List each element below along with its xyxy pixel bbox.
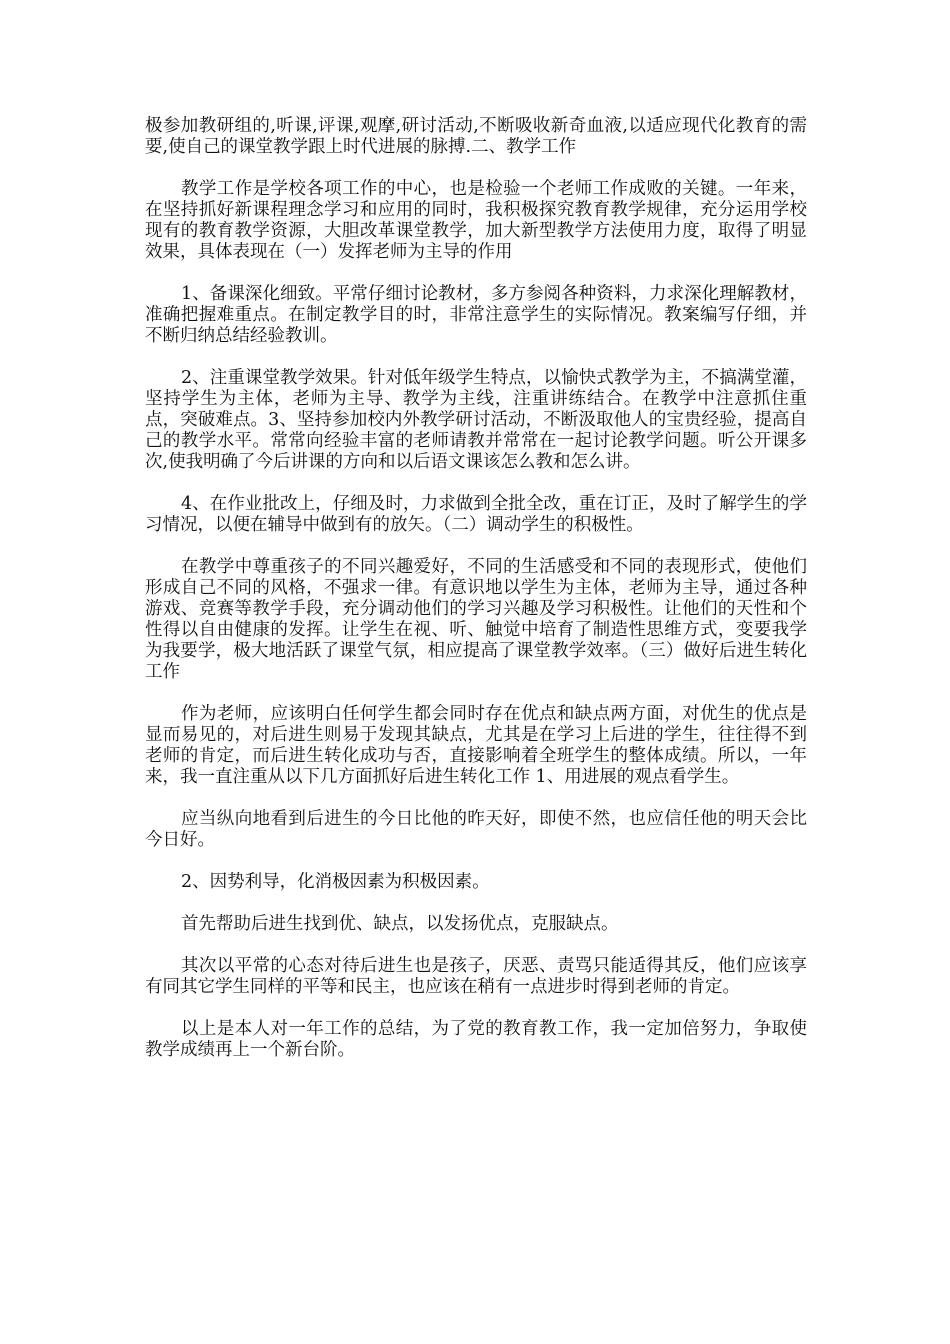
paragraph-9: 2、因势利导，化消极因素为积极因素。	[181, 872, 490, 892]
paragraph-7: 作为老师，应该明白任何学生都会同时存在优点和缺点两方面，对优生的优点是显而易见的，对后进生则易于发现其缺点，尤其是在学习上后进的学生，往往得不到老师的肯定，而后进生转化成功与否，直接影响着全班学生的整体成绩。所以，一年来，我一直注重从以下几方面抓好后进生转化工作 1、用进展的观点看学生。	[145, 704, 807, 787]
paragraph-10: 首先帮助后进生找到优、缺点，以发扬优点，克服缺点。	[181, 914, 619, 934]
paragraph-4: 2、注重课堂教学效果。针对低年级学生特点，以愉快式教学为主，不搞满堂灌，坚持学生为主体，老师为主导、教学为主线，注重讲练结合。在教学中注意抓住重点，突破难点。3、坚持参加校内外教学研讨活动，不断汲取他人的宝贵经验，提高自己的教学水平。常常向经验丰富的老师请教并常常在一起讨论教学问题。听公开课多次,使我明确了今后讲课的方向和以后语文课该怎么教和怎么讲。	[145, 368, 807, 472]
paragraph-8: 应当纵向地看到后进生的今日比他的昨天好，即使不然，也应信任他的明天会比今日好。	[145, 809, 807, 850]
paragraph-11: 其次以平常的心态对待后进生也是孩子，厌恶、责骂只能适得其反，他们应该享有同其它学生同样的平等和民主，也应该在稍有一点进步时得到老师的肯定。	[145, 956, 807, 997]
document-body	[145, 116, 807, 1082]
paragraph-6: 在教学中尊重孩子的不同兴趣爱好，不同的生活感受和不同的表现形式，使他们形成自己不同的风格，不强求一律。有意识地以学生为主体，老师为主导，通过各种游戏、竞赛等教学手段，充分调动他们的学习兴趣及学习积极性。让他们的天性和个性得以自由健康的发挥。让学生在视、听、触觉中培育了制造性思维方式，变要我学为我要学，极大地活跃了课堂气氛，相应提高了课堂教学效率。（三）做好后进生转化工作	[145, 557, 807, 682]
paragraph-2: 教学工作是学校各项工作的中心，也是检验一个老师工作成败的关键。一年来，在坚持抓好新课程理念学习和应用的同时，我积极探究教育教学规律，充分运用学校现有的教育教学资源，大胆改革课堂教学，加大新型教学方法使用力度，取得了明显效果，具体表现在（一）发挥老师为主导的作用	[145, 179, 807, 262]
paragraph-1: 极参加教研组的,听课,评课,观摩,研讨活动,不断吸收新奇血液,以适应现代化教育的需要,使自己的课堂教学跟上时代进展的脉搏.二、教学工作	[145, 116, 807, 157]
paragraph-5: 4、在作业批改上，仔细及时，力求做到全批全改，重在订正，及时了解学生的学习情况，以便在辅导中做到有的放矢。（二）调动学生的积极性。	[145, 494, 807, 535]
paragraph-12: 以上是本人对一年工作的总结，为了党的教育教工作，我一定加倍努力，争取使教学成绩再上一个新台阶。	[145, 1019, 807, 1060]
paragraph-3: 1、备课深化细致。平常仔细讨论教材，多方参阅各种资料，力求深化理解教材，准确把握难重点。在制定教学目的时，非常注意学生的实际情况。教案编写仔细，并不断归纳总结经验教训。	[145, 284, 807, 346]
